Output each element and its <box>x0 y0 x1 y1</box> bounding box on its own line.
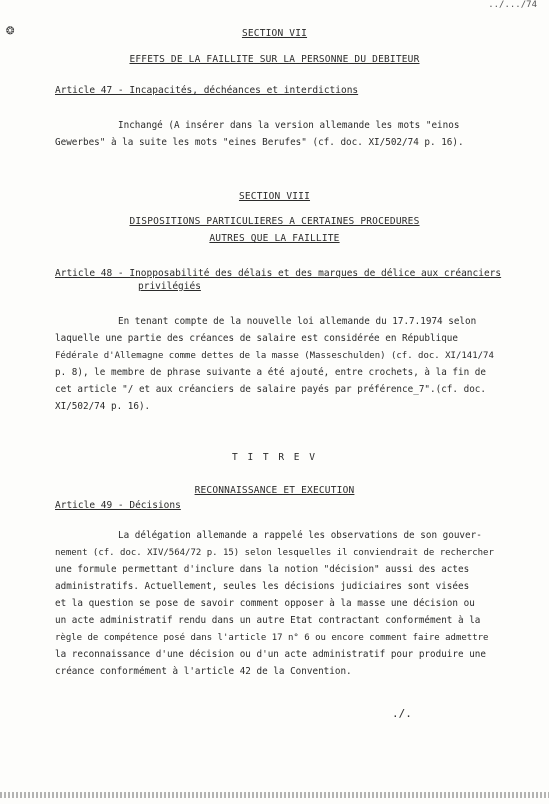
section-viii-subtitle-2: AUTRES QUE LA FAILLITE <box>209 233 340 244</box>
article-49-line-9: créance conformément à l'article 42 de la Convention. <box>55 666 352 677</box>
article-48-heading-cont: privilégiés <box>138 281 201 292</box>
article-49-line-3: une formule permettant d'inclure dans la notion "décision" aussi des actes <box>55 564 470 575</box>
article-48-line-4: p. 8), le membre de phrase suivante a été ajouté, entre crochets, à la fin de <box>55 367 486 378</box>
article-48-line-1: En tenant compte de la nouvelle loi allemande du 17.7.1974 selon <box>118 316 477 327</box>
article-47-line-1: Inchangé (A insérer dans la version allemande les mots "einos <box>118 120 460 131</box>
article-48-line-5: cet article "/ et aux créanciers de salaire payés par préférence_7".(cf. doc. <box>55 384 486 395</box>
article-49-line-7: règle de compétence posé dans l'article 17 n° 6 ou encore comment faire admettre <box>55 633 489 643</box>
article-49-line-4: administratifs. Actuellement, seules les décisions judiciaires sont visées <box>55 581 470 592</box>
article-47-line-2: Gewerbes" à la suite les mots "eines Berufes" (cf. doc. XI/502/74 p. 16). <box>55 137 464 148</box>
registration-stamp-icon: ❂ <box>6 22 15 38</box>
titre-v-title: T I T R E V <box>232 452 317 463</box>
article-49-line-1: La délégation allemande a rappelé les observations de son gouver- <box>118 530 482 541</box>
article-49-line-2: nement (cf. doc. XIV/564/72 p. 15) selon lesquelles il conviendrait de rechercher <box>55 548 494 558</box>
document-reference: ../.../74 <box>488 0 537 10</box>
section-viii-subtitle-1: DISPOSITIONS PARTICULIERES A CERTAINES PROCEDURES <box>129 216 420 227</box>
article-49-line-8: la reconnaissance d'une décision ou d'un acte administratif pour produire une <box>55 649 486 660</box>
article-49-line-5: et la question se pose de savoir comment opposer à la masse une décision ou <box>55 598 475 609</box>
continuation-mark: ./. <box>392 707 412 720</box>
section-viii-title: SECTION VIII <box>238 191 311 202</box>
titre-v-subtitle: RECONNAISSANCE ET EXECUTION <box>194 485 355 496</box>
article-48-line-2: laquelle une partie des créances de salaire est considérée en République <box>55 333 458 344</box>
section-vii-title: SECTION VII <box>241 28 308 39</box>
article-48-line-3: Fédérale d'Allemagne comme dettes de la masse (Masseschulden) (cf. doc. XI/141/74 <box>55 351 494 361</box>
section-vii-subtitle: EFFETS DE LA FAILLITE SUR LA PERSONNE DU DEBITEUR <box>129 54 420 65</box>
article-49-heading: Article 49 - Décisions <box>55 500 181 511</box>
scan-edge-divider <box>0 792 549 798</box>
article-48-heading: Article 48 - Inopposabilité des délais et des marques de délice aux créanciers <box>55 268 502 279</box>
article-49-line-6: un acte administratif rendu dans un autre Etat contractant conformément à la <box>55 615 481 626</box>
article-47-heading: Article 47 - Incapacités, déchéances et interdictions <box>55 85 359 96</box>
article-48-line-6: XI/502/74 p. 16). <box>55 401 151 412</box>
